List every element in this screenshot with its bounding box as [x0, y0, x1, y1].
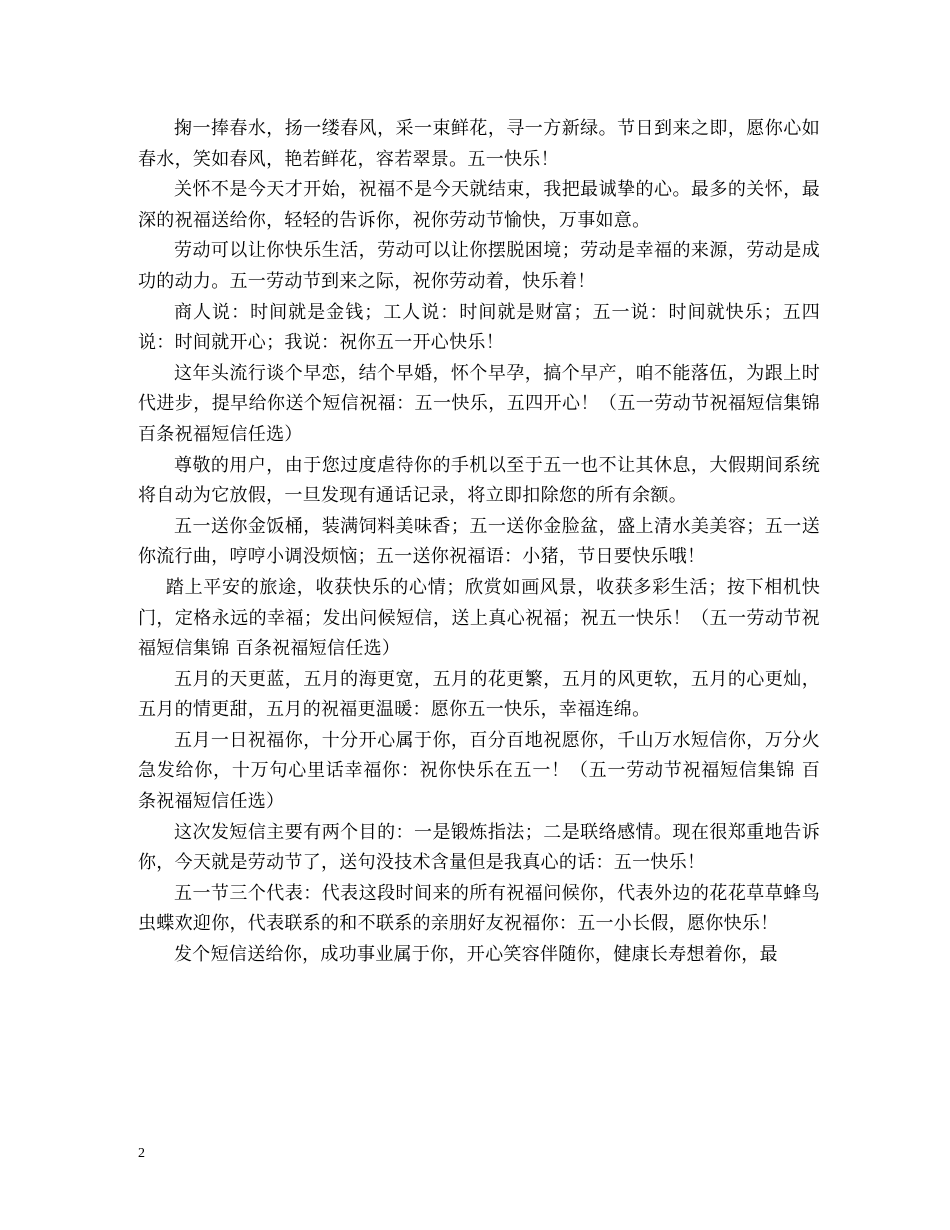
- paragraph: 五一节三个代表：代表这段时间来的所有祝福问候你，代表外边的花花草草蜂鸟虫蝶欢迎你，代表联系的和不联系的亲朋好友祝福你：五一小长假，愿你快乐！: [138, 882, 820, 935]
- paragraph: 掬一捧春水，扬一缕春风，采一束鲜花，寻一方新绿。节日到来之即，愿你心如春水，笑如春风，艳若鲜花，容若翠景。五一快乐！: [138, 118, 820, 170]
- paragraph: 踏上平安的旅途，收获快乐的心情；欣赏如画风景，收获多彩生活；按下相机快门，定格永远的幸福；发出问候短信，送上真心祝福；祝五一快乐！（五一劳动节祝福短信集锦 百条祝福短信任选）: [138, 576, 820, 660]
- paragraph: 尊敬的用户，由于您过度虐待你的手机以至于五一也不让其休息，大假期间系统将自动为它放假，一旦发现有通话记录，将立即扣除您的所有余额。: [138, 454, 820, 507]
- document-body: [138, 114, 820, 971]
- paragraph: 五月一日祝福你，十分开心属于你，百分百地祝愿你，千山万水短信你，万分火急发给你，十万句心里话幸福你：祝你快乐在五一！（五一劳动节祝福短信集锦 百条祝福短信任选）: [138, 729, 820, 813]
- page-number: 2: [138, 1146, 145, 1161]
- paragraph: 发个短信送给你，成功事业属于你，开心笑容伴随你，健康长寿想着你，最: [174, 944, 778, 966]
- paragraph: 这年头流行谈个早恋，结个早婚，怀个早孕，搞个早产，咱不能落伍，为跟上时代进步，提早给你送个短信祝福：五一快乐，五四开心！（五一劳动节祝福短信集锦 百条祝福短信任选）: [138, 362, 820, 445]
- paragraph: 劳动可以让你快乐生活，劳动可以让你摆脱困境；劳动是幸福的来源，劳动是成功的动力。五一劳动节到来之际，祝你劳动着，快乐着！: [138, 240, 820, 292]
- paragraph: 商人说：时间就是金钱；工人说：时间就是财富；五一说：时间就快乐；五四说：时间就开心；我说：祝你五一开心快乐！: [138, 301, 820, 354]
- paragraph: 关怀不是今天才开始，祝福不是今天就结束，我把最诚挚的心。最多的关怀，最深的祝福送给你，轻轻的告诉你，祝你劳动节愉快，万事如意。: [138, 179, 820, 231]
- paragraph: 五一送你金饭桶，装满饲料美味香；五一送你金脸盆，盛上清水美美容；五一送你流行曲，哼哼小调没烦恼；五一送你祝福语：小猪，节日要快乐哦！: [138, 515, 820, 568]
- paragraph: 五月的天更蓝，五月的海更宽，五月的花更繁，五月的风更软，五月的心更灿，五月的情更甜，五月的祝福更温暖：愿你五一快乐，幸福连绵。: [138, 668, 820, 721]
- paragraph: 这次发短信主要有两个目的：一是锻炼指法；二是联络感情。现在很郑重地告诉你，今天就是劳动节了，送句没技术含量但是我真心的话：五一快乐！: [138, 821, 820, 874]
